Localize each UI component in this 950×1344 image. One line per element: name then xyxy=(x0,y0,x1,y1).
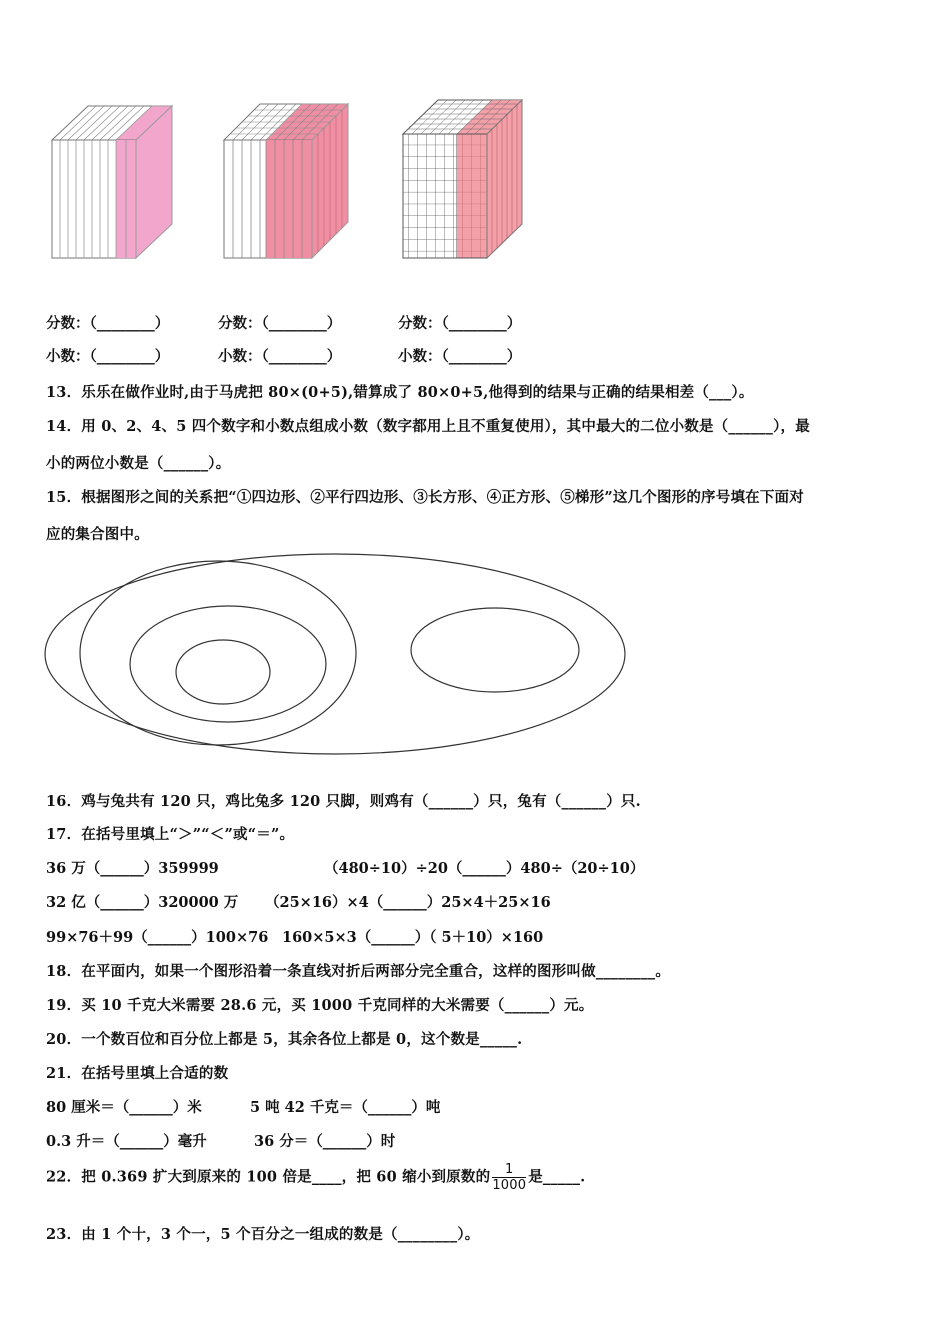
q17-row1-left: 36 万（______）359999 xyxy=(46,860,219,877)
question-14-line-1: 14．用 0、2、4、5 四个数字和小数点组成小数（数字都用上且不重复使用），其中最大的二位小数是（______），最 xyxy=(46,418,810,435)
question-16: 16．鸡与兔共有 120 只，鸡比兔多 120 只脚，则鸡有（______）只，兔有（______）只. xyxy=(46,793,641,810)
fraction-numerator: 1 xyxy=(492,1162,526,1178)
q17-row3-right: 160×5×3（______）（ 5＋10）×160 xyxy=(282,929,544,946)
q21-row1-right: 5 吨 42 千克＝（______）吨 xyxy=(250,1099,441,1116)
fraction-blank-3[interactable]: 分数：（________） xyxy=(398,315,522,332)
question-17-title: 17．在括号里填上“＞”“＜”或“＝”。 xyxy=(46,826,295,843)
question-13: 13．乐乐在做作业时,由于马虎把 80×(0+5),错算成了 80×0+5,他得到的结果与正确的结果相差（___）。 xyxy=(46,384,754,401)
q22-text-after: 是_____. xyxy=(528,1168,586,1186)
cube-figure-1 xyxy=(48,104,178,262)
question-19: 19．买 10 千克大米需要 28.6 元，买 1000 千克同样的大米需要（______）元。 xyxy=(46,997,594,1014)
decimal-blank-2[interactable]: 小数：（________） xyxy=(218,348,342,365)
question-21-title: 21．在括号里填上合适的数 xyxy=(46,1065,229,1082)
q17-row2-left: 32 亿（______）320000 万 xyxy=(46,894,239,911)
decimal-blank-1[interactable]: 小数：（________） xyxy=(46,348,170,365)
q17-row1-right: （480÷10）÷20（______）480÷（20÷10） xyxy=(324,860,645,877)
q17-row2-right: （25×16）×4（______）25×4＋25×16 xyxy=(265,894,551,911)
question-23: 23．由 1 个十，3 个一，5 个百分之一组成的数是（________）。 xyxy=(46,1226,480,1243)
fraction-denominator: 1000 xyxy=(492,1178,527,1193)
ellipse-small[interactable] xyxy=(176,640,270,704)
q17-row3-left: 99×76＋99（______）100×76 xyxy=(46,929,269,946)
cube-figure-2 xyxy=(220,102,354,262)
q21-row2-right: 36 分＝（______）时 xyxy=(254,1133,396,1150)
fraction-blank-1[interactable]: 分数：（________） xyxy=(46,315,170,332)
question-14-line-2: 小的两位小数是（______）。 xyxy=(46,455,231,472)
ellipse-medium[interactable] xyxy=(130,606,326,722)
question-15-line-1: 15．根据图形之间的关系把“①四边形、②平行四边形、③长方形、④正方形、⑤梯形”这几个图形的序号填在下面对 xyxy=(46,489,804,506)
set-diagram xyxy=(40,548,640,760)
ellipse-right[interactable] xyxy=(411,608,579,692)
question-20: 20．一个数百位和百分位上都是 5，其余各位上都是 0，这个数是_____. xyxy=(46,1031,523,1048)
question-15-line-2: 应的集合图中。 xyxy=(46,526,149,543)
question-18: 18．在平面内，如果一个图形沿着一条直线对折后两部分完全重合，这样的图形叫做________。 xyxy=(46,963,671,980)
fraction-blank-2[interactable]: 分数：（________） xyxy=(218,315,342,332)
q21-row1-left: 80 厘米＝（______）米 xyxy=(46,1099,202,1116)
ellipse-large[interactable] xyxy=(80,561,356,745)
fraction-1-over-1000 xyxy=(492,1162,526,1193)
q22-text-before: 22．把 0.369 扩大到原来的 100 倍是____，把 60 缩小到原数的 xyxy=(46,1168,491,1186)
cube-figure-3 xyxy=(400,98,526,262)
q21-row2-left: 0.3 升＝（______）毫升 xyxy=(46,1133,207,1150)
decimal-blank-3[interactable]: 小数：（________） xyxy=(398,348,522,365)
question-22 xyxy=(46,1162,585,1193)
